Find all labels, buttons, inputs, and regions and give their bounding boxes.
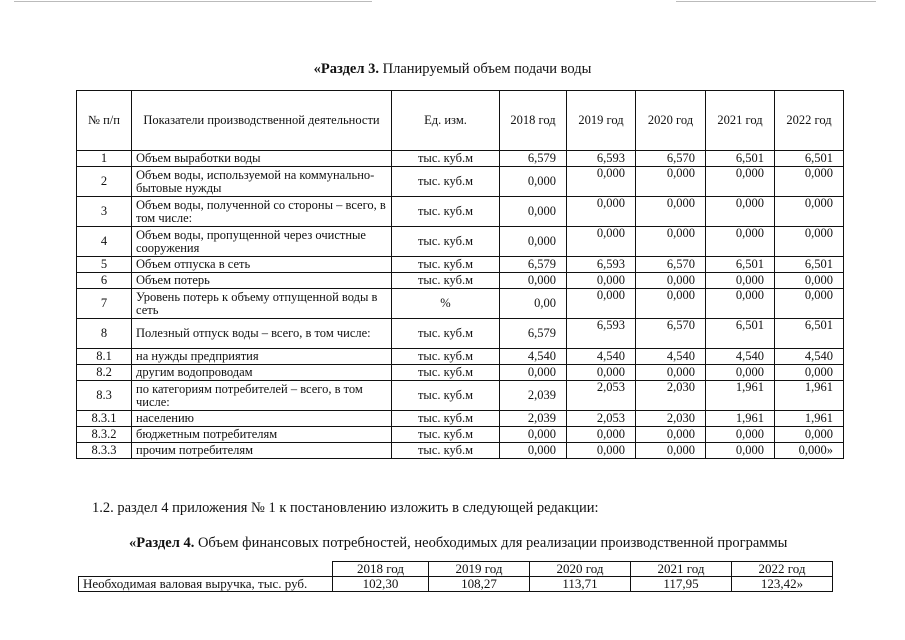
row-unit: тыс. куб.м [392,167,500,197]
amendment-paragraph: 1.2. раздел 4 приложения № 1 к постановлению изложить в следующей редакции: [92,500,599,516]
row-value-2020: 2,030 [636,381,706,411]
row-value-2019: 4,540 [567,349,636,365]
row-indicator: Уровень потерь к объему отпущенной воды в сеть [132,289,392,319]
table-row [77,427,844,443]
row-indicator: Полезный отпуск воды – всего, в том числе: [132,319,392,349]
row-value-2018: 6,579 [500,151,567,167]
row-value-2019: 6,593 [567,151,636,167]
financial-year-2021: 2021 год [631,562,732,577]
row-value-2020: 0,000 [636,227,706,257]
row-value-2022: 0,000» [775,443,844,459]
row-value-2019: 0,000 [567,289,636,319]
row-value-2022: 0,000 [775,365,844,381]
row-value-2019: 0,000 [567,273,636,289]
header-year-2019: 2019 год [567,91,636,151]
row-value-2021: 0,000 [706,427,775,443]
row-value-2019: 6,593 [567,319,636,349]
row-indicator: Объем отпуска в сеть [132,257,392,273]
water-supply-table [76,90,844,459]
row-number: 8.3.3 [77,443,132,459]
row-value-2018: 6,579 [500,319,567,349]
row-number: 3 [77,197,132,227]
row-unit: тыс. куб.м [392,197,500,227]
row-value-2020: 0,000 [636,365,706,381]
row-indicator: Объем воды, полученной со стороны – всего, в том числе: [132,197,392,227]
row-indicator: бюджетным потребителям [132,427,392,443]
row-value-2020: 0,000 [636,167,706,197]
row-indicator: Объем потерь [132,273,392,289]
page-top-rule [14,1,372,2]
header-year-2018: 2018 год [500,91,567,151]
table-header-row [77,91,844,151]
section4-title-rest: Объем финансовых потребностей, необходимых для реализации производственной программы [194,535,788,551]
row-value-2018: 0,000 [500,443,567,459]
table-row [77,273,844,289]
row-number: 8.3 [77,381,132,411]
row-number: 8.3.1 [77,411,132,427]
table-row [77,197,844,227]
page-top-rule-right [676,1,876,2]
row-indicator: по категориям потребителей – всего, в том числе: [132,381,392,411]
financial-year-2019: 2019 год [429,562,530,577]
row-value-2022: 1,961 [775,381,844,411]
row-number: 8.2 [77,365,132,381]
section3-title-rest: Планируемый объем подачи воды [378,61,592,77]
table-row [77,289,844,319]
row-value-2019: 0,000 [567,443,636,459]
row-indicator: прочим потребителям [132,443,392,459]
row-value-2021: 6,501 [706,257,775,273]
financial-value-2021: 117,95 [631,577,732,592]
financial-value-2020: 113,71 [530,577,631,592]
row-indicator: другим водопроводам [132,365,392,381]
row-value-2018: 0,000 [500,427,567,443]
row-number: 5 [77,257,132,273]
header-year-2020: 2020 год [636,91,706,151]
row-value-2019: 6,593 [567,257,636,273]
row-value-2021: 6,501 [706,151,775,167]
header-unit: Ед. изм. [392,91,500,151]
row-value-2019: 2,053 [567,381,636,411]
financial-year-2018: 2018 год [333,562,429,577]
row-number: 1 [77,151,132,167]
row-unit: тыс. куб.м [392,411,500,427]
row-value-2020: 0,000 [636,197,706,227]
row-number: 7 [77,289,132,319]
row-number: 8.1 [77,349,132,365]
row-unit: тыс. куб.м [392,319,500,349]
row-value-2021: 0,000 [706,443,775,459]
table-row [77,319,844,349]
row-value-2021: 0,000 [706,273,775,289]
table-row [77,349,844,365]
row-value-2020: 0,000 [636,427,706,443]
row-value-2020: 6,570 [636,151,706,167]
row-value-2022: 0,000 [775,273,844,289]
row-value-2020: 6,570 [636,257,706,273]
row-unit: тыс. куб.м [392,273,500,289]
row-unit: тыс. куб.м [392,349,500,365]
header-num: № п/п [77,91,132,151]
table-row [77,411,844,427]
row-value-2022: 0,000 [775,289,844,319]
row-indicator: Объем воды, используемой на коммунально-бытовые нужды [132,167,392,197]
section3-title [0,61,905,78]
financial-value-2022: 123,42» [732,577,833,592]
row-value-2020: 6,570 [636,319,706,349]
row-number: 2 [77,167,132,197]
section3-title-bold: «Раздел 3. [313,61,379,77]
row-value-2020: 0,000 [636,273,706,289]
row-value-2019: 0,000 [567,167,636,197]
row-indicator: Объем выработки воды [132,151,392,167]
row-indicator: населению [132,411,392,427]
table-row [77,167,844,197]
row-value-2020: 0,000 [636,443,706,459]
row-value-2020: 4,540 [636,349,706,365]
table-row [77,381,844,411]
row-unit: тыс. куб.м [392,151,500,167]
row-number: 6 [77,273,132,289]
section4-title [129,535,787,552]
row-value-2021: 1,961 [706,411,775,427]
row-value-2018: 0,000 [500,197,567,227]
row-unit: тыс. куб.м [392,443,500,459]
row-number: 4 [77,227,132,257]
row-value-2018: 2,039 [500,411,567,427]
row-value-2020: 0,000 [636,289,706,319]
section4-title-bold: «Раздел 4. [129,535,195,551]
row-unit: тыс. куб.м [392,257,500,273]
row-value-2019: 0,000 [567,427,636,443]
financial-year-2020: 2020 год [530,562,631,577]
row-unit: тыс. куб.м [392,227,500,257]
table-row [77,365,844,381]
row-value-2021: 1,961 [706,381,775,411]
financial-header-row [79,562,833,577]
row-number: 8 [77,319,132,349]
row-indicator: Объем воды, пропущенной через очистные сооружения [132,227,392,257]
row-value-2018: 2,039 [500,381,567,411]
row-unit: % [392,289,500,319]
header-year-2021: 2021 год [706,91,775,151]
row-value-2022: 0,000 [775,167,844,197]
row-value-2018: 6,579 [500,257,567,273]
row-value-2022: 0,000 [775,427,844,443]
financial-row-label: Необходимая валовая выручка, тыс. руб. [79,577,333,592]
row-value-2022: 4,540 [775,349,844,365]
row-value-2022: 6,501 [775,257,844,273]
row-value-2021: 0,000 [706,289,775,319]
row-value-2019: 2,053 [567,411,636,427]
financial-row [79,577,833,592]
row-value-2019: 0,000 [567,227,636,257]
header-name: Показатели производственной деятельности [132,91,392,151]
row-value-2020: 2,030 [636,411,706,427]
row-value-2022: 6,501 [775,151,844,167]
row-indicator: на нужды предприятия [132,349,392,365]
row-number: 8.3.2 [77,427,132,443]
row-value-2018: 0,000 [500,273,567,289]
table-row [77,227,844,257]
row-value-2018: 0,00 [500,289,567,319]
header-year-2022: 2022 год [775,91,844,151]
table-row [77,257,844,273]
financial-value-2019: 108,27 [429,577,530,592]
row-unit: тыс. куб.м [392,381,500,411]
row-value-2022: 0,000 [775,197,844,227]
row-unit: тыс. куб.м [392,427,500,443]
row-value-2021: 6,501 [706,319,775,349]
row-value-2018: 0,000 [500,365,567,381]
row-value-2019: 0,000 [567,197,636,227]
row-value-2021: 0,000 [706,167,775,197]
row-value-2018: 0,000 [500,227,567,257]
row-value-2022: 0,000 [775,227,844,257]
row-value-2021: 4,540 [706,349,775,365]
row-value-2019: 0,000 [567,365,636,381]
financial-header-empty [79,562,333,577]
financial-year-2022: 2022 год [732,562,833,577]
table-row [77,151,844,167]
financial-needs-table [78,561,833,592]
row-value-2018: 4,540 [500,349,567,365]
financial-value-2018: 102,30 [333,577,429,592]
row-value-2021: 0,000 [706,197,775,227]
table-row [77,443,844,459]
row-value-2021: 0,000 [706,227,775,257]
row-value-2022: 1,961 [775,411,844,427]
row-unit: тыс. куб.м [392,365,500,381]
row-value-2018: 0,000 [500,167,567,197]
row-value-2021: 0,000 [706,365,775,381]
row-value-2022: 6,501 [775,319,844,349]
